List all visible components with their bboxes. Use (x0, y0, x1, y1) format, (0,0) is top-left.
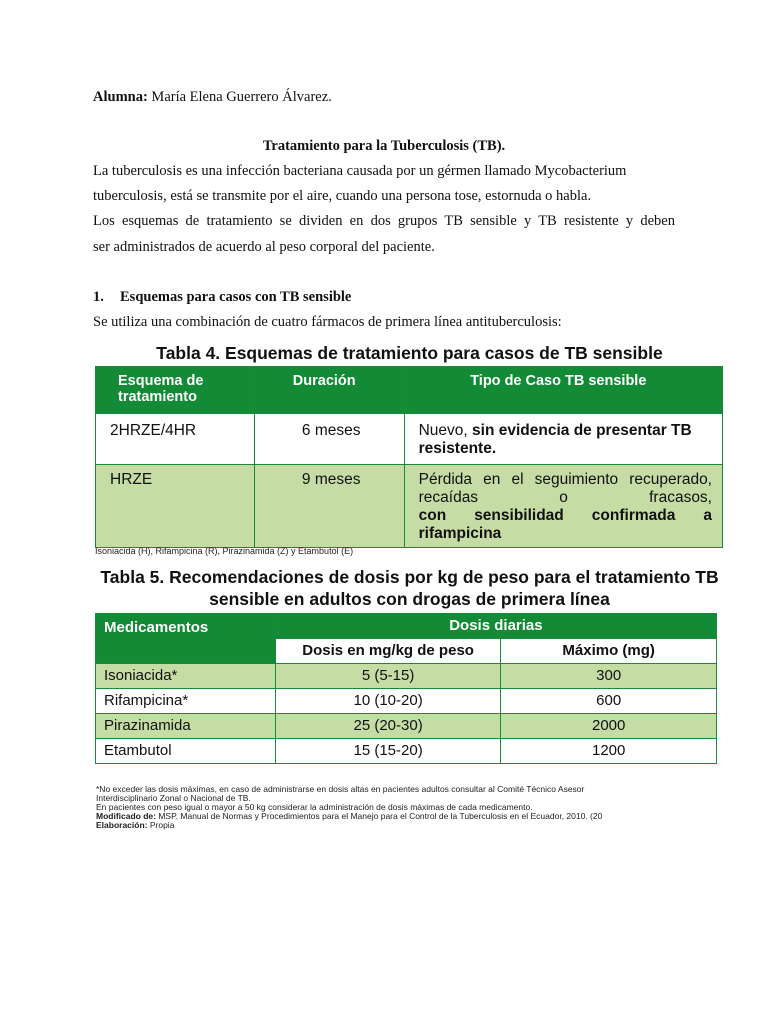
footnote-line-2: Interdisciplinario Zonal o Nacional de TB. (96, 793, 251, 803)
table4-scheme-cell: 2HRZE/4HR (96, 414, 255, 465)
table5-subheader-max: Máximo (mg) (501, 639, 717, 664)
table4-header-scheme: Esquema de tratamiento (96, 367, 255, 414)
intro-line-2: tuberculosis, está se transmite por el aire, cuando una persona tose, estornuda o habla. (93, 188, 592, 204)
section-heading (93, 289, 351, 306)
table4-header-case: Tipo de Caso TB sensible (404, 367, 722, 414)
case-text: Pérdida en el seguimiento recuperado, recaídas o fracasos, (418, 471, 712, 506)
intro-line-3: Los esquemas de tratamiento se dividen en dos grupos TB sensible y TB resistente y deben (93, 213, 675, 229)
section-number: 1. (93, 289, 104, 305)
table-row (96, 414, 723, 465)
table4-duration-cell: 9 meses (254, 465, 404, 548)
max-cell: 2000 (501, 714, 717, 739)
student-label: Alumna: (93, 89, 148, 105)
footnote-elaboration (96, 821, 174, 830)
modified-text: MSP. Manual de Normas y Procedimientos para el Manejo para el Control de la Tuberculosis en el Ecuador, 2010. (20 (155, 811, 603, 821)
footnote-line-3: En pacientes con peso igual o mayor a 50 kg considerar la administración de dosis máximas de cada medicamento. (96, 802, 533, 812)
table5-subheader-dose: Dosis en mg/kg de peso (275, 639, 501, 664)
dose-cell: 5 (5-15) (275, 664, 501, 689)
table4-case-cell (404, 465, 722, 548)
table4-header-row (96, 367, 723, 414)
intro-line-4: ser administrados de acuerdo al peso corporal del paciente. (93, 239, 435, 255)
elaboration-label: Elaboración: (96, 820, 148, 830)
case-emphasis: sin evidencia de presentar TB resistente. (418, 422, 692, 457)
table5-header-row (96, 614, 717, 639)
modified-label: Modificado de: (96, 811, 156, 821)
student-name: María Elena Guerrero Álvarez. (147, 89, 332, 105)
table4 (95, 366, 723, 548)
drug-cell: Rifampicina* (96, 689, 276, 714)
dose-cell: 10 (10-20) (275, 689, 501, 714)
table5-header-drug: Medicamentos (96, 614, 276, 664)
intro-line-1: La tuberculosis es una infección bacteriana causada por un gérmen llamado Mycobacterium (93, 163, 627, 179)
table-row (96, 714, 717, 739)
drug-cell: Isoniacida* (96, 664, 276, 689)
dose-cell: 15 (15-20) (275, 739, 501, 764)
case-text: Nuevo, (418, 422, 473, 439)
section-intro: Se utiliza una combinación de cuatro fármacos de primera línea antituberculosis: (93, 314, 562, 330)
max-cell: 300 (501, 664, 717, 689)
table4-caption: Tabla 4. Esquemas de tratamiento para casos de TB sensible (156, 343, 663, 363)
table-row (96, 664, 717, 689)
table4-duration-cell: 6 meses (254, 414, 404, 465)
elaboration-text: Propia (147, 820, 175, 830)
table5-caption (95, 566, 724, 610)
table-row (96, 465, 723, 548)
table4-case-cell (404, 414, 722, 465)
table4-scheme-cell: HRZE (96, 465, 255, 548)
footnote-line-1: *No exceder las dosis máximas, en caso de administrarse en dosis altas en pacientes adultos consultar al Comité Técnico Asesor (96, 784, 585, 794)
case-emphasis: con sensibilidad confirmada a rifampicina (418, 507, 712, 542)
section-title: Esquemas para casos con TB sensible (120, 289, 352, 305)
table5-caption-line-2: sensible en adultos con drogas de primera línea (209, 589, 610, 609)
student-line (93, 89, 332, 106)
table-row (96, 739, 717, 764)
table4-footnote: Isoniacida (H), Rifampicina (R), Pirazinamida (Z) y Etambutol (E) (95, 546, 354, 556)
max-cell: 600 (501, 689, 717, 714)
table5-header-daily: Dosis diarias (275, 614, 716, 639)
table-row (96, 689, 717, 714)
table5-caption-line-1: Tabla 5. Recomendaciones de dosis por kg de peso para el tratamiento TB (100, 567, 719, 587)
document-title: Tratamiento para la Tuberculosis (TB). (262, 138, 506, 154)
drug-cell: Pirazinamida (96, 714, 276, 739)
table5 (95, 613, 717, 764)
max-cell: 1200 (501, 739, 717, 764)
dose-cell: 25 (20-30) (275, 714, 501, 739)
table4-header-duration: Duración (254, 367, 404, 414)
drug-cell: Etambutol (96, 739, 276, 764)
